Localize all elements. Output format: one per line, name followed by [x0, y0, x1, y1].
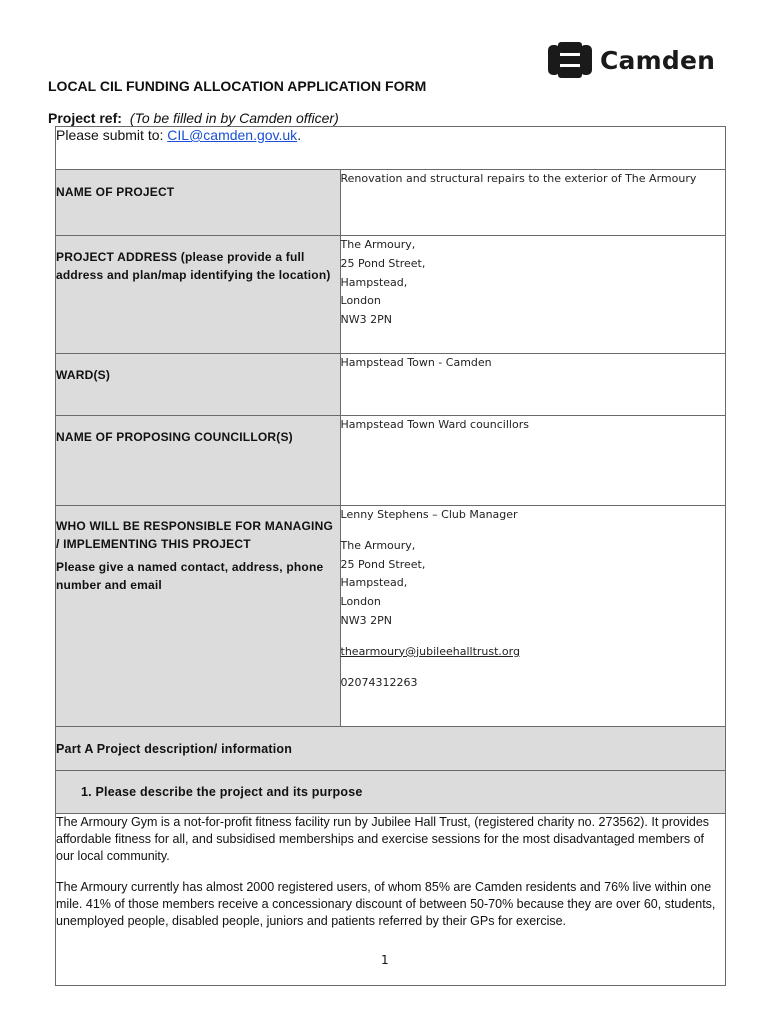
responsible-value: [340, 506, 725, 727]
project-ref-note: (To be filled in by Camden officer): [129, 110, 339, 126]
submit-email-link[interactable]: CIL@camden.gov.uk: [167, 127, 298, 143]
project-name-label: NAME OF PROJECT: [56, 170, 341, 236]
page-title: LOCAL CIL FUNDING ALLOCATION APPLICATION FORM: [48, 78, 427, 94]
project-ref-label: Project ref:: [48, 110, 122, 126]
project-description: [56, 814, 726, 986]
table-row: [56, 771, 726, 814]
address-line: Hampstead,: [340, 275, 408, 289]
councillors-value: Hampstead Town Ward councillors: [340, 416, 725, 506]
table-row: [56, 170, 726, 236]
submit-row: [56, 127, 726, 170]
table-row: [56, 354, 726, 416]
ward-value: Hampstead Town - Camden: [340, 354, 725, 416]
ward-label: WARD(S): [56, 354, 341, 416]
table-row: [56, 814, 726, 986]
responsible-label-cell: [56, 506, 341, 727]
address-line: Hampstead,: [340, 576, 408, 590]
responsible-sublabel: Please give a named contact, address, phone number and email: [56, 560, 324, 592]
table-row: [56, 236, 726, 354]
table-row: [56, 727, 726, 771]
contact-phone: 02074312263: [340, 675, 418, 689]
address-line: The Armoury,: [340, 238, 416, 251]
question-1-heading: 1. Please describe the project and its purpose: [56, 771, 726, 814]
address-line: London: [340, 294, 381, 308]
address-line: 25 Pond Street,: [340, 256, 426, 270]
page-number: 1: [381, 953, 389, 967]
table-row: [56, 506, 726, 727]
logo-text: Camden: [600, 45, 716, 75]
address-line: London: [340, 595, 381, 609]
submit-text: Please submit to:: [56, 127, 164, 143]
councillors-label: NAME OF PROPOSING COUNCILLOR(S): [56, 416, 341, 506]
submit-suffix: .: [297, 127, 302, 143]
project-name-value: Renovation and structural repairs to the exterior of The Armoury: [340, 170, 725, 236]
address-line: NW3 2PN: [340, 613, 392, 627]
contact-email-link[interactable]: thearmoury@jubileehalltrust.org: [340, 644, 520, 658]
address-line: NW3 2PN: [340, 313, 392, 327]
application-form-table: [55, 126, 726, 986]
camden-logo-icon: [546, 42, 594, 78]
description-paragraph: The Armoury currently has almost 2000 registered users, of whom 85% are Camden residents and 76% live within one mile. 41% of those members receive a concessionary discount of between 50-70% because they are over 60, students, unemployed people, disabled people, juniors and patients referred by their GPs for exercise.: [56, 880, 716, 928]
contact-name: Lenny Stephens – Club Manager: [340, 508, 518, 521]
project-address-label: PROJECT ADDRESS (please provide a full address and plan/map identifying the location): [56, 236, 341, 354]
address-line: The Armoury,: [340, 538, 416, 552]
submit-cell: [56, 127, 726, 170]
address-line: 25 Pond Street,: [340, 557, 426, 571]
table-row: [56, 416, 726, 506]
part-a-heading: Part A Project description/ information: [56, 727, 726, 771]
project-address-value: [340, 236, 725, 354]
project-ref: [48, 110, 339, 126]
description-paragraph: The Armoury Gym is a not-for-profit fitness facility run by Jubilee Hall Trust, (registered charity no. 273562). It provides affordable fitness for all, and subsidised memberships and exercise sessions for the most disadvantaged members of our local community.: [56, 815, 710, 863]
camden-logo: [546, 42, 715, 78]
responsible-label: WHO WILL BE RESPONSIBLE FOR MANAGING / IMPLEMENTING THIS PROJECT: [56, 519, 333, 551]
